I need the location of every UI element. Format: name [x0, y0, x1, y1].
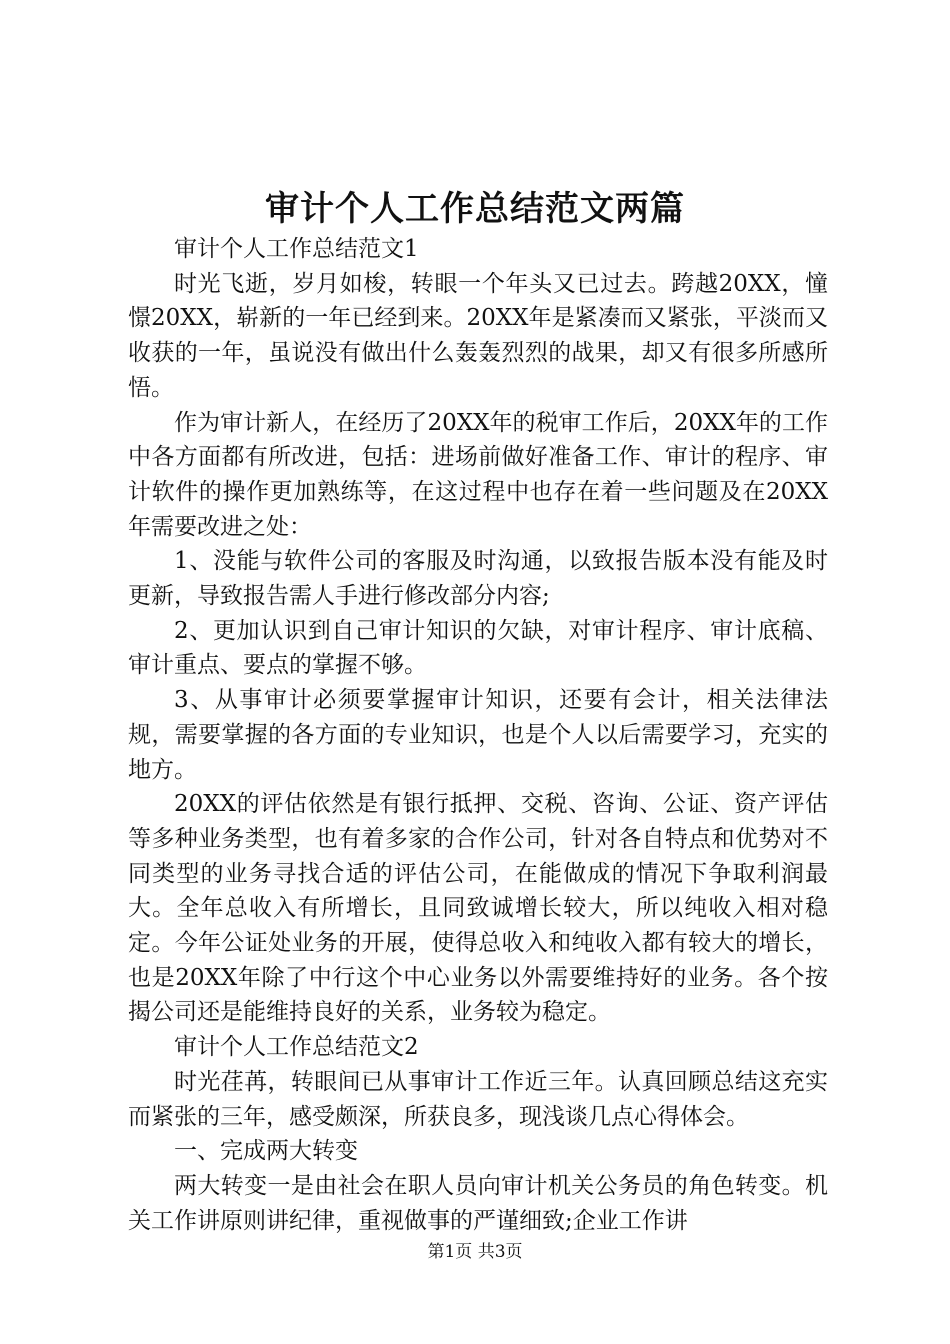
- body-paragraph: 两大转变一是由社会在职人员向审计机关公务员的角色转变。机关工作讲原则讲纪律，重视做事的严谨细致;企业工作讲: [128, 1172, 828, 1234]
- section-heading-2: 审计个人工作总结范文2: [174, 1034, 419, 1061]
- section-heading-1: 审计个人工作总结范文1: [174, 236, 419, 262]
- document-body: [128, 232, 828, 1238]
- page-footer: 第1页 共3页: [427, 1242, 523, 1262]
- body-paragraph: 时光荏苒，转眼间已从事审计工作近三年。认真回顾总结这充实而紧张的三年，感受颇深，所获良多，现浅谈几点心得体会。: [128, 1068, 828, 1130]
- list-item-2: 2、更加认识到自己审计知识的欠缺，对审计程序、审计底稿、审计重点、要点的掌握不够。: [128, 617, 828, 679]
- list-item-3: 3、从事审计必须要掌握审计知识，还要有会计，相关法律法规，需要掌握的各方面的专业知识，也是个人以后需要学习，充实的地方。: [128, 687, 828, 783]
- body-paragraph: 时光飞逝，岁月如梭，转眼一个年头又已过去。跨越20XX，憧憬20XX，崭新的一年已经到来。20XX年是紧凑而又紧张，平淡而又收获的一年，虽说没有做出什么轰轰烈烈的战果，却又有很多所感所悟。: [128, 270, 828, 401]
- body-paragraph: 20XX的评估依然是有银行抵押、交税、咨询、公证、资产评估等多种业务类型，也有着多家的合作公司，针对各自特点和优势对不同类型的业务寻找合适的评估公司，在能做成的情况下争取利润最大。全年总收入有所增长，且同致诚增长较大，所以纯收入相对稳定。今年公证处业务的开展，使得总收入和纯收入都有较大的增长，也是20XX年除了中行这个中心业务以外需要维持好的业务。各个按揭公司还是能维持良好的关系，业务较为稳定。: [128, 791, 828, 1026]
- body-paragraph: 作为审计新人，在经历了20XX年的税审工作后，20XX年的工作中各方面都有所改进，包括：进场前做好准备工作、审计的程序、审计软件的操作更加熟练等，在这过程中也存在着一些问题及在20XX年需要改进之处：: [128, 409, 828, 540]
- document-title: 审计个人工作总结范文两篇: [265, 189, 685, 229]
- subsection-heading: 一、完成两大转变: [174, 1138, 358, 1165]
- list-item-1: 1、没能与软件公司的客服及时沟通，以致报告版本没有能及时更新，导致报告需人手进行修改部分内容;: [128, 548, 828, 610]
